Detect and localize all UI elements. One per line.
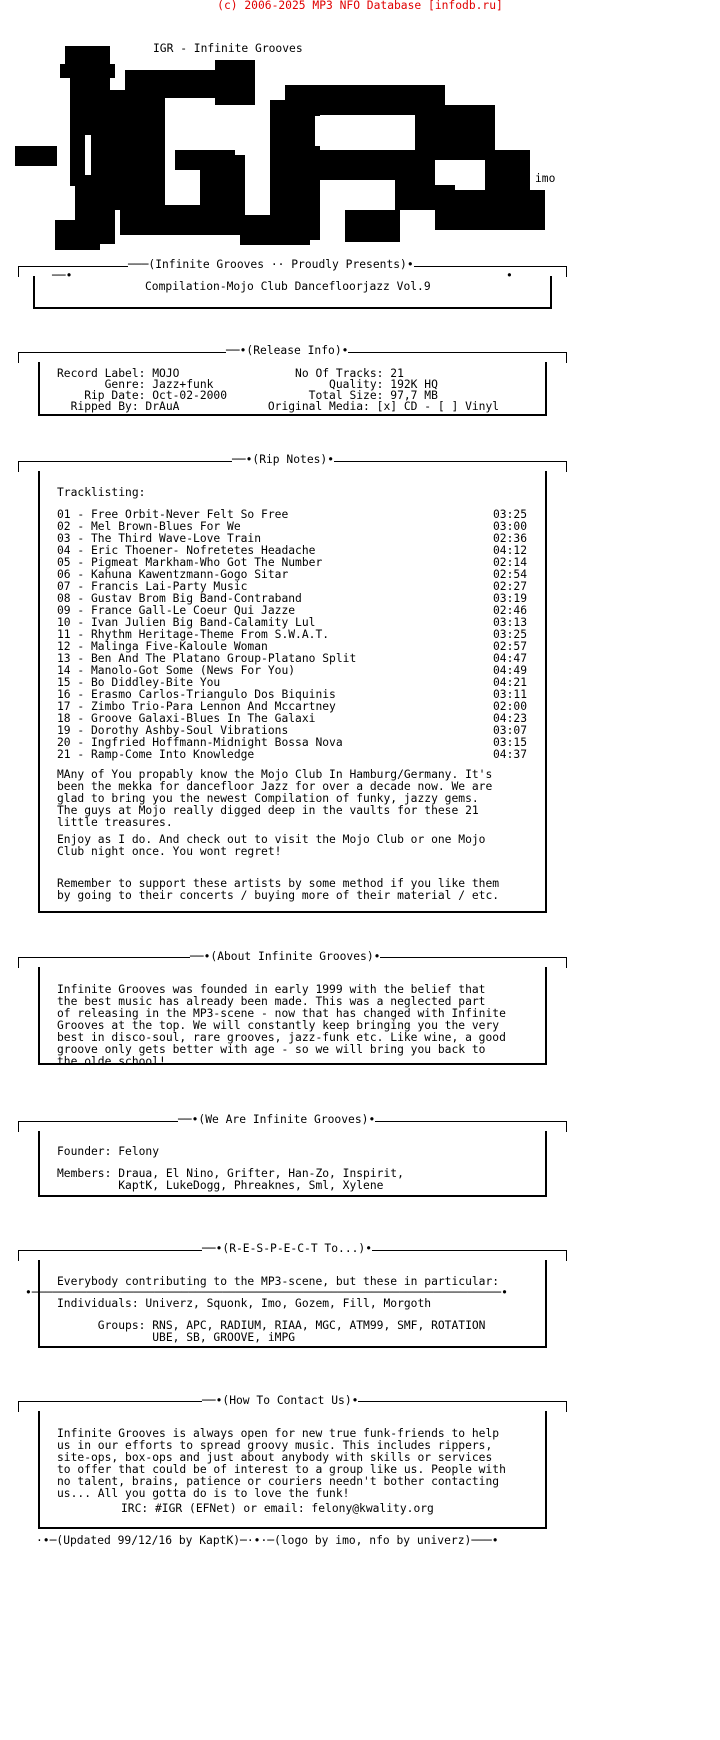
track-title: 15 - Bo Diddley-Bite You (57, 676, 221, 689)
track-time: 02:46 (492, 604, 527, 617)
database-credit: (c) 2006-2025 MP3 NFO Database [infodb.ru] (217, 0, 503, 12)
members-header: ──•(We Are Infinite Grooves)• (178, 1113, 376, 1126)
track-time: 02:54 (492, 568, 527, 581)
track-time: 03:00 (492, 520, 527, 533)
track-time: 03:13 (492, 616, 527, 629)
track-title: 02 - Mel Brown-Blues For We (57, 520, 241, 533)
logo-dash (15, 146, 57, 166)
igr-ascii-logo (15, 40, 615, 255)
release-info-line-date: Rip Date: Oct-02-2000 Total Size: 97,7 MB (57, 389, 438, 402)
contact-header: ──•(How To Contact Us)• (202, 1394, 359, 1407)
track-title: 17 - Zimbo Trio-Para Lennon And Mccartney (57, 700, 336, 713)
track-title: 07 - Francis Lai-Party Music (57, 580, 248, 593)
release-info-line-ripper: Ripped By: DrAuA Original Media: [x] CD - [ ] Vinyl (57, 400, 500, 413)
tracklist (57, 509, 527, 761)
respect-intro: Everybody contributing to the MP3-scene, but these in particular: (57, 1275, 500, 1288)
rip-notes-paragraph-2: Enjoy as I do. And check out to visit the Mojo Club or one Mojo Club night once. You wont regret! (57, 833, 486, 858)
track-time: 03:07 (492, 724, 527, 737)
respect-groups: Groups: RNS, APC, RADIUM, RIAA, MGC, ATM99, SMF, ROTATION UBE, SB, GROOVE, iMPG (97, 1319, 486, 1344)
rip-notes-paragraph-1: MAny of You propably know the Mojo Club In Hamburg/Germany. It's been the mekka for dancefloor Jazz for over a decade now. We are glad to bring you the newest Compilation of funky, jazzy gems. The guys at Mojo really digged deep in the vaults for these 21 little treasures. (57, 768, 493, 829)
respect-individuals: Individuals: Univerz, Squonk, Imo, Gozem, Fill, Morgoth (57, 1297, 432, 1310)
track-title: 08 - Gustav Brom Big Band-Contraband (57, 592, 302, 605)
presents-header: ───(Infinite Grooves ·· Proudly Presents)• (128, 258, 414, 271)
respect-header: ──•(R-E-S-P-E-C-T To...)• (202, 1242, 373, 1255)
contact-irc: IRC: #IGR (EFNet) or email: felony@kwality.org (121, 1502, 434, 1515)
track-time: 04:21 (492, 676, 527, 689)
track-time: 04:49 (492, 664, 527, 677)
track-title: 10 - Ivan Julien Big Band-Calamity Lul (57, 616, 316, 629)
track-time: 04:47 (492, 652, 527, 665)
track-title: 03 - The Third Wave-Love Train (57, 532, 262, 545)
track-title: 14 - Manolo-Got Some (News For You) (57, 664, 296, 677)
track-time: 04:23 (492, 712, 527, 725)
track-title: 09 - France Gall-Le Coeur Qui Jazze (57, 604, 296, 617)
track-title: 16 - Erasmo Carlos-Triangulo Dos Biquinis (57, 688, 336, 701)
members-list: Members: Draua, El Nino, Grifter, Han-Zo, Inspirit, KaptK, LukeDogg, Phreaknes, Sml, Xylene (57, 1167, 404, 1192)
release-title: Compilation-Mojo Club Dancefloorjazz Vol.9 (145, 280, 431, 293)
respect-divider: •─────────────────────────────────────────────────────────────────────• (25, 1286, 508, 1299)
track-time: 02:27 (492, 580, 527, 593)
footer: ·•─(Updated 99/12/16 by KaptK)─·•·─(logo by imo, nfo by univerz)───• (36, 1534, 499, 1547)
track-time: 04:37 (492, 748, 527, 761)
about-header: ──•(About Infinite Grooves)• (190, 950, 381, 963)
logo-artist-tag: imo (535, 172, 556, 185)
track-title: 12 - Malinga Five-Kaloule Woman (57, 640, 268, 653)
tracklisting-label: Tracklisting: (57, 486, 146, 499)
track-time: 03:25 (492, 508, 527, 521)
track-time: 04:12 (492, 544, 527, 557)
track-title: 20 - Ingfried Hoffmann-Midnight Bossa Nova (57, 736, 343, 749)
track-time: 03:19 (492, 592, 527, 605)
track-time: 03:15 (492, 736, 527, 749)
founder-line: Founder: Felony (57, 1145, 160, 1158)
logo-letter-i (65, 46, 110, 66)
track-time: 02:57 (492, 640, 527, 653)
rip-notes-paragraph-3: Remember to support these artists by some method if you like them by going to their concerts / buying more of their material / etc. (57, 877, 500, 902)
track-title: 04 - Eric Thoener- Nofretetes Headache (57, 544, 316, 557)
track-row (57, 749, 527, 761)
track-time: 03:25 (492, 628, 527, 641)
release-info-line-genre: Genre: Jazz+funk Quality: 192K HQ (57, 378, 438, 391)
track-title: 21 - Ramp-Come Into Knowledge (57, 748, 255, 761)
track-title: 18 - Groove Galaxi-Blues In The Galaxi (57, 712, 316, 725)
track-title: 19 - Dorothy Ashby-Soul Vibrations (57, 724, 289, 737)
track-title: 01 - Free Orbit-Never Felt So Free (57, 508, 289, 521)
track-time: 02:36 (492, 532, 527, 545)
track-time: 02:00 (492, 700, 527, 713)
release-info-header: ──•(Release Info)• (226, 344, 349, 357)
logo-title: IGR - Infinite Grooves (153, 42, 303, 55)
track-title: 05 - Pigmeat Markham-Who Got The Number (57, 556, 323, 569)
track-title: 11 - Rhythm Heritage-Theme From S.W.A.T. (57, 628, 330, 641)
track-title: 13 - Ben And The Platano Group-Platano Split (57, 652, 357, 665)
track-time: 03:11 (492, 688, 527, 701)
about-text: Infinite Grooves was founded in early 1999 with the belief that the best music has already been made. This was a neglected part of releasing in the MP3-scene - now that has changed with Infinite Grooves at the top. We will constantly keep bringing you the very best in disco-soul, rare grooves, jazz-funk etc. Like wine, a good groove only gets better with age - so we will bring you back to the olde school! (57, 983, 506, 1068)
contact-text: Infinite Grooves is always open for new true funk-friends to help us in our efforts to spread groovy music. This includes rippers, site-ops, box-ops and just about anybody with skills or services to offer that could be of interest to a group like us. People with no talent, brains, patience or couriers needn't bother contacting us... All you gotta do is to love the funk! (57, 1427, 506, 1500)
rip-notes-header: ──•(Rip Notes)• (232, 453, 335, 466)
track-title: 06 - Kahuna Kawentzmann-Gogo Sitar (57, 568, 289, 581)
release-info-line-label: Record Label: MOJO No Of Tracks: 21 (57, 367, 404, 380)
track-time: 02:14 (492, 556, 527, 569)
